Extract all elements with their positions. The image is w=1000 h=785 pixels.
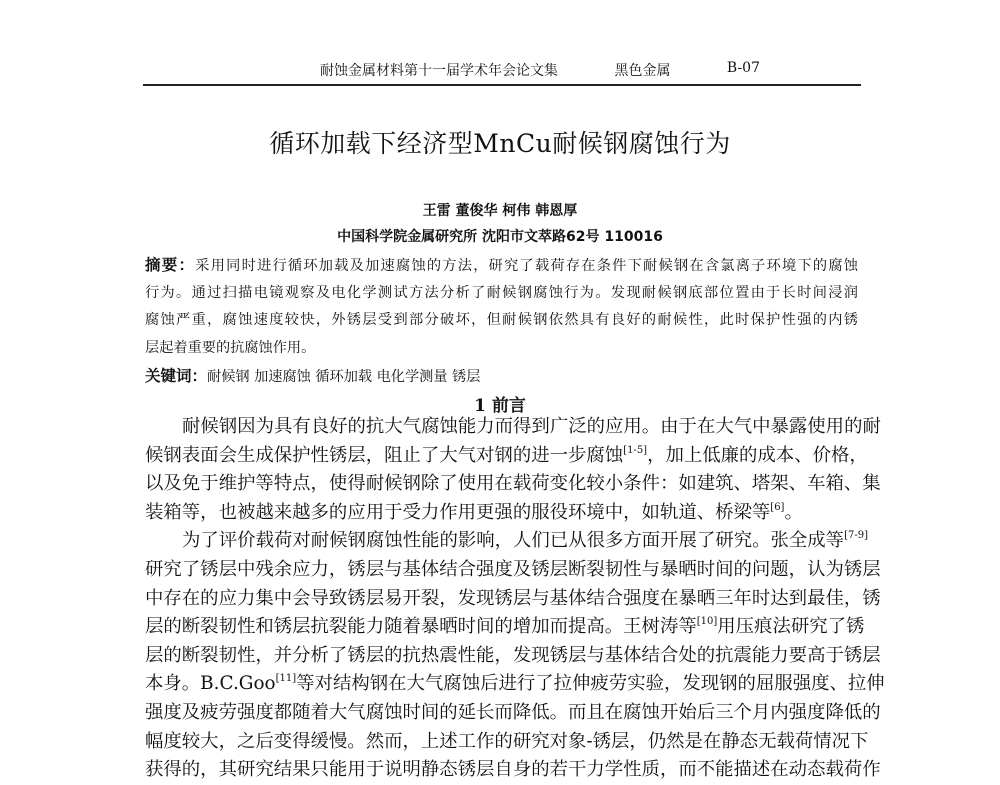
section-heading: 1 前言: [474, 396, 526, 416]
body-line: [145, 413, 881, 442]
affiliation: 中国科学院金属研究所 沈阳市文萃路62号 110016: [337, 229, 663, 245]
body-text-segment: 研究了锈层中残余应力，锈层与基体结合强度及锈层断裂韧性与暴晒时间的问题，认为锈层: [145, 558, 881, 580]
body-line: [145, 470, 881, 499]
abstract: [145, 252, 858, 362]
body-text-segment: 。: [784, 501, 803, 523]
body-line: [145, 585, 881, 614]
body-line: [145, 756, 881, 785]
body-text-segment: 层的断裂韧性和锈层抗裂能力随着暴晒时间的增加而提高。王树涛等: [145, 616, 697, 638]
citation-ref: [11]: [275, 673, 297, 685]
body-text-segment: 本身。B.C.Goo: [145, 673, 276, 695]
body-text-segment: 装箱等，也被越来越多的应用于受力作用更强的服役环境中，如轨道、桥梁等: [145, 501, 771, 523]
body-text-segment: 用压痕法研究了锈: [717, 616, 865, 638]
abstract-label: 摘要：: [145, 256, 196, 274]
header-rule: [143, 84, 861, 86]
body-text-segment: 耐候钢因为具有良好的抗大气腐蚀能力而得到广泛的应用。由于在大气中暴露使用的耐: [182, 416, 881, 437]
abstract-line: 行为。通过扫描电镜观察及电化学测试方法分析了耐候钢腐蚀行为。发现耐候钢底部位置由于长时间浸润: [145, 284, 858, 301]
body-line: [145, 556, 881, 585]
body-line: [145, 699, 881, 728]
body-text-segment: 为了评价载荷对耐候钢腐蚀性能的影响，人们已从很多方面开展了研究。张全成等: [182, 530, 845, 552]
citation-ref: [10]: [696, 616, 718, 628]
body-text-segment: 以及免于维护等特点，使得耐候钢除了使用在载荷变化较小条件：如建筑、塔架、车箱、集: [145, 473, 881, 495]
category-label: 黑色金属: [614, 63, 671, 79]
body-line: [145, 613, 865, 642]
body-line: [145, 499, 858, 528]
abstract-line: [145, 252, 858, 280]
body-text-segment: 中存在的应力集中会导致锈层易开裂，发现锈层与基体结合强度在暴晒三年时达到最佳，锈: [145, 587, 881, 609]
body-line: [145, 442, 868, 471]
abstract-line: 层起着重要的抗腐蚀作用。: [145, 339, 316, 356]
body-line: [145, 527, 868, 556]
running-header: [320, 60, 760, 80]
body-text: [145, 413, 885, 785]
citation-ref: [1-5]: [623, 444, 648, 456]
body-text-segment: 层的断裂韧性，并分析了锈层的抗热震性能，发现锈层与基体结合处的抗震能力要高于锈层: [145, 644, 881, 666]
proceedings-name: 耐蚀金属材料第十一届学术年会论文集: [320, 63, 558, 79]
keywords: [145, 364, 480, 386]
keywords-label: 关键词：: [145, 367, 208, 385]
body-line: [145, 670, 885, 699]
body-line: [145, 642, 881, 671]
body-text-segment: 强度及疲劳强度都随着大气腐蚀时间的延长而降低。而且在腐蚀开始后三个月内强度降低的: [145, 701, 881, 723]
keywords-text: 耐候钢 加速腐蚀 循环加载 电化学测量 锈层: [207, 369, 481, 385]
body-text-segment: 候钢表面会生成保护性锈层，阻止了大气对钢的进一步腐蚀: [145, 444, 624, 466]
body-text-segment: 等对结构钢在大气腐蚀后进行了拉伸疲劳实验，发现钢的屈服强度、拉伸: [296, 673, 885, 695]
body-text-segment: ，加上低廉的成本、价格，: [647, 444, 868, 466]
abstract-text: 采用同时进行循环加载及加速腐蚀的方法，研究了载荷存在条件下耐候钢在含氯离子环境下的腐蚀: [195, 258, 858, 274]
citation-ref: [7-9]: [844, 530, 868, 542]
citation-ref: [6]: [770, 501, 785, 513]
abstract-line: 腐蚀严重，腐蚀速度较快，外锈层受到部分破坏，但耐候钢依然具有良好的耐候性，此时保护性强的内锈: [145, 312, 858, 329]
author-list: 王雷 董俊华 柯伟 韩恩厚: [422, 203, 578, 219]
paper-code: B-07: [726, 60, 760, 76]
paper-title: 循环加载下经济型MnCu耐候钢腐蚀行为: [269, 129, 731, 158]
body-text-segment: 幅度较大，之后变得缓慢。然而，上述工作的研究对象-锈层，仍然是在静态无载荷情况下: [145, 730, 869, 752]
body-text-segment: 获得的，其研究结果只能用于说明静态锈层自身的若干力学性质，而不能描述在动态载荷作: [145, 759, 881, 781]
body-line: [145, 728, 869, 757]
